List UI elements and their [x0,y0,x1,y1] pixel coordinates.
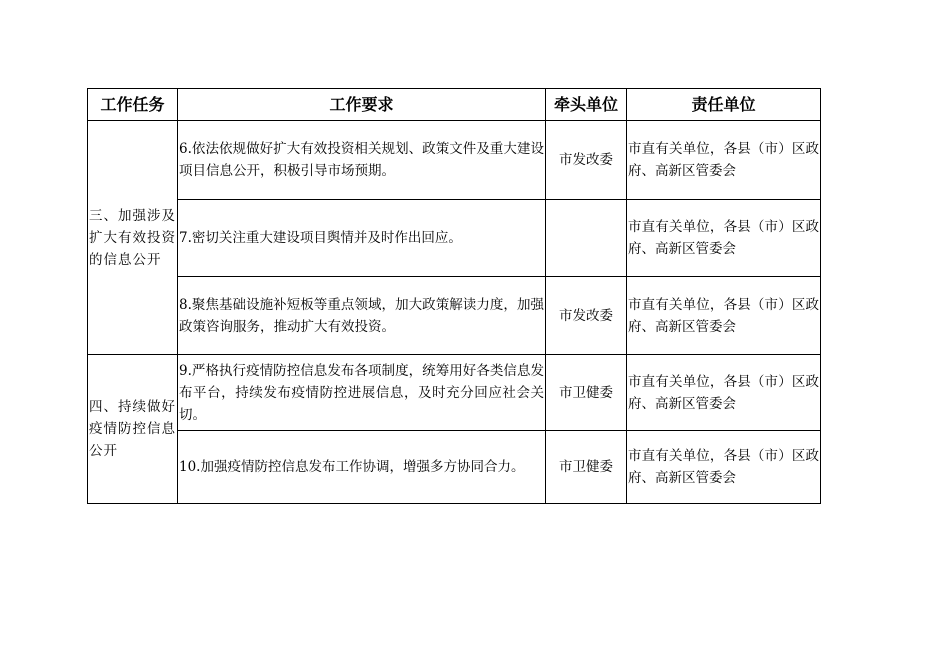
lead-unit-cell: 市卫健委 [546,431,627,504]
table-row [88,355,821,431]
requirement-cell: 10.加强疫情防控信息发布工作协调，增强多方协同合力。 [178,431,546,504]
task-cell-epidemic: 四、持续做好疫情防控信息公开 [88,355,178,504]
requirement-cell: 8.聚焦基础设施补短板等重点领域，加大政策解读力度，加强政策咨询服务，推动扩大有效投资。 [178,277,546,355]
table-row [88,277,821,355]
header-task: 工作任务 [88,89,178,121]
task-cell-investment: 三、加强涉及扩大有效投资的信息公开 [88,121,178,355]
lead-unit-cell: 市发改委 [546,121,627,200]
header-responsible-unit: 责任单位 [627,89,821,121]
table-row [88,121,821,200]
lead-unit-cell: 市卫健委 [546,355,627,431]
header-requirement: 工作要求 [178,89,546,121]
responsible-unit-cell: 市直有关单位，各县（市）区政府、高新区管委会 [627,121,821,200]
work-task-table [87,88,821,504]
lead-unit-cell: 市发改委 [546,277,627,355]
requirement-cell: 9.严格执行疫情防控信息发布各项制度，统筹用好各类信息发布平台，持续发布疫情防控进展信息，及时充分回应社会关切。 [178,355,546,431]
responsible-unit-cell: 市直有关单位，各县（市）区政府、高新区管委会 [627,355,821,431]
requirement-cell: 7.密切关注重大建设项目舆情并及时作出回应。 [178,200,546,277]
table-row [88,431,821,504]
lead-unit-cell [546,200,627,277]
header-lead-unit: 牵头单位 [546,89,627,121]
table-row [88,200,821,277]
responsible-unit-cell: 市直有关单位，各县（市）区政府、高新区管委会 [627,431,821,504]
responsible-unit-cell: 市直有关单位，各县（市）区政府、高新区管委会 [627,277,821,355]
table-header-row [88,89,821,121]
requirement-cell: 6.依法依规做好扩大有效投资相关规划、政策文件及重大建设项目信息公开，积极引导市场预期。 [178,121,546,200]
responsible-unit-cell: 市直有关单位，各县（市）区政府、高新区管委会 [627,200,821,277]
